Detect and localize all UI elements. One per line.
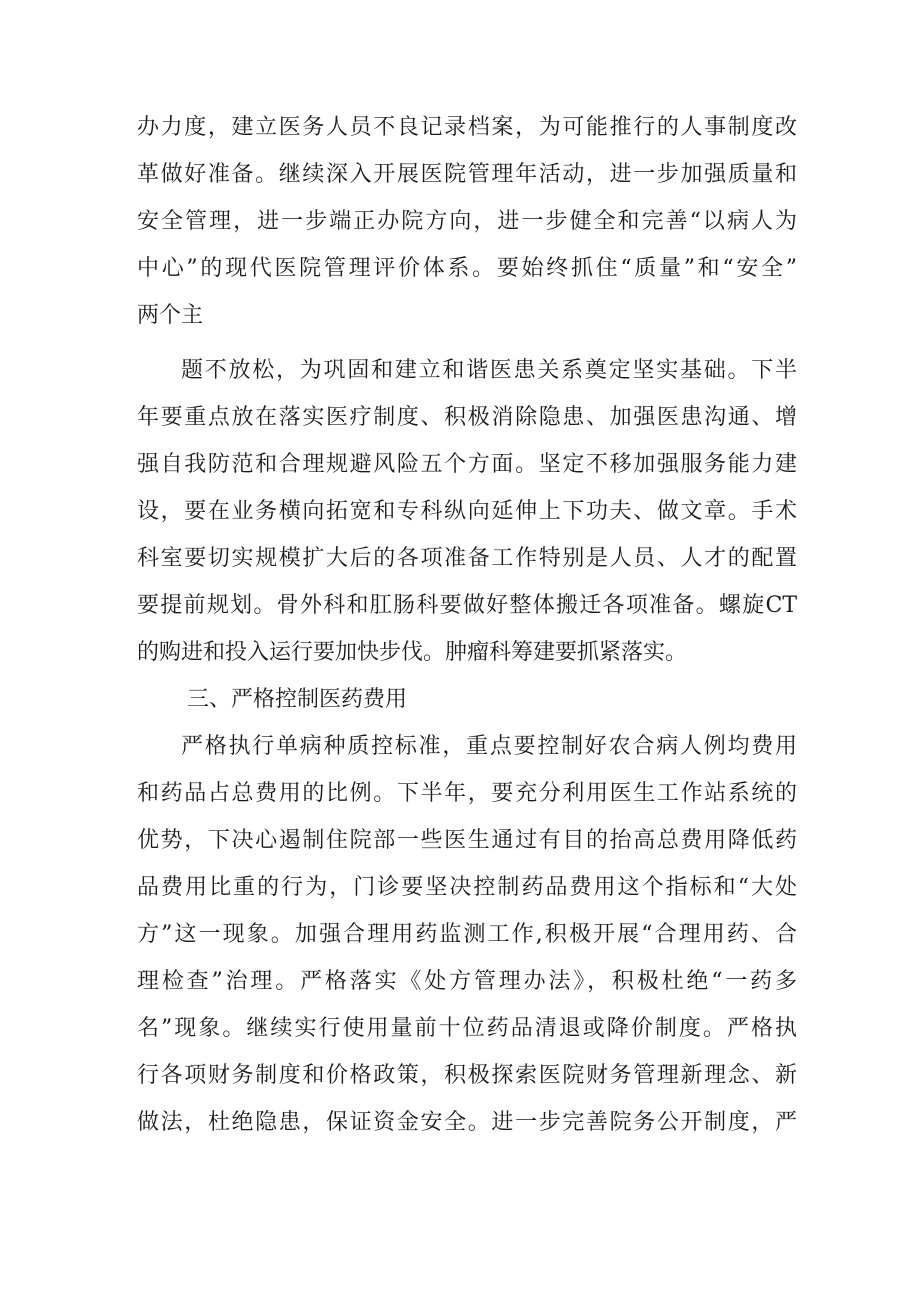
text-line: 做法，杜绝隐患，保证资金安全。进一步完善院务公开制度，严 [137,1110,797,1135]
text-line: 年要重点放在落实医疗制度、积极消除隐患、加强医患沟通、增 [137,405,797,430]
text-line: 安全管理，进一步端正办院方向，进一步健全和完善“以病人为 [137,209,797,234]
text-line: 和药品占总费用的比例。下半年，要充分利用医生工作站系统的 [137,781,797,806]
paragraph-quality-safety [137,347,797,676]
text-line: 的购进和投入运行要加快步伐。肿瘤科筹建要抓紧落实。 [137,640,688,665]
text-line: 品费用比重的行为，门诊要坚决控制药品费用这个指标和“大处 [137,875,797,900]
text-line: 优势，下决心遏制住院部一些医生通过有目的抬高总费用降低药 [137,828,797,853]
text-line: 科室要切实规模扩大后的各项准备工作特别是人员、人才的配置 [137,546,797,571]
text-line: 理检查”治理。严格落实《处方管理办法》，积极杜绝“一药多 [137,969,797,994]
text-line: 严格执行单病种质控标准，重点要控制好农合病人例均费用 [181,734,797,759]
text-line: 方”这一现象。加强合理用药监测工作,积极开展“合理用药、合 [137,922,797,947]
paragraph-gap [137,339,797,347]
section-heading: 三、严格控制医药费用 [187,687,408,712]
text-line: 办力度，建立医务人员不良记录档案，为可能推行的人事制度改 [137,115,797,140]
text-line: 行各项财务制度和价格政策，积极探索医院财务管理新理念、新 [137,1063,797,1088]
text-line: 题不放松，为巩固和建立和谐医患关系奠定坚实基础。下半 [181,358,797,383]
paragraph-cost-control [137,723,797,1146]
text-line: 两个主 [137,303,204,328]
text-line: 革做好准备。继续深入开展医院管理年活动，进一步加强质量和 [137,162,797,187]
text-line: 设，要在业务横向拓宽和专科纵向延伸上下功夫、做文章。手术 [137,499,797,524]
document-body [137,104,797,1146]
text-line: 要提前规划。骨外科和肛肠科要做好整体搬迁各项准备。螺旋CT [137,593,797,618]
text-line: 名”现象。继续实行使用量前十位药品清退或降价制度。严格执 [137,1016,797,1041]
text-line: 强自我防范和合理规避风险五个方面。坚定不移加强服务能力建 [137,452,797,477]
text-line: 中心”的现代医院管理评价体系。要始终抓住“质量”和“安全” [137,256,797,281]
paragraph-continuation [137,104,797,339]
